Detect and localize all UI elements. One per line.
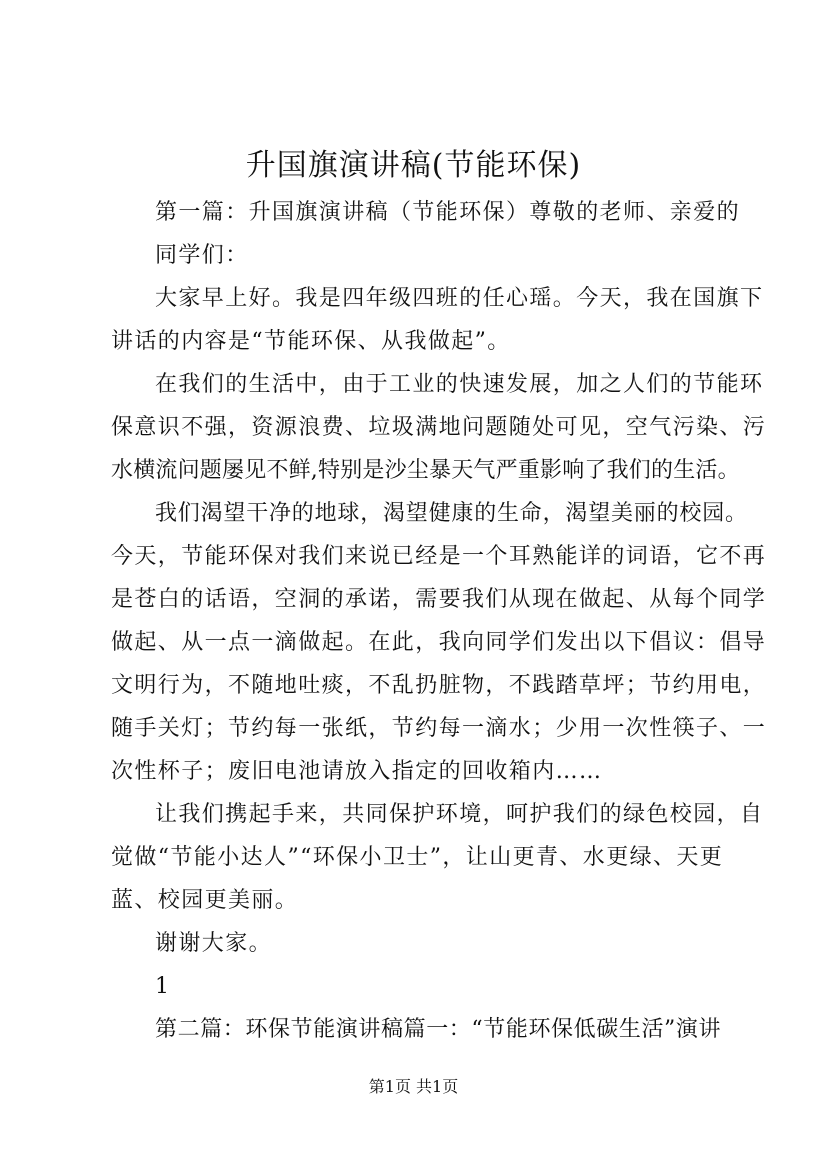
- page-footer: 第1页 共1页: [368, 1077, 459, 1096]
- body-line: 今天，节能环保对我们来说已经是一个耳熟能详的词语，它不再: [111, 544, 767, 569]
- body-line: 随手关灯；节约每一张纸，节约每一滴水；少用一次性筷子、一: [111, 716, 767, 741]
- body-line: 同学们：: [155, 243, 249, 268]
- body-line: 觉做“节能小达人”“环保小卫士”，让山更青、水更绿、天更: [111, 845, 724, 870]
- body-line: 保意识不强，资源浪费、垃圾满地问题随处可见，空气污染、污: [111, 415, 767, 440]
- body-line: 蓝、校园更美丽。: [111, 888, 299, 913]
- body-line: 大家早上好。我是四年级四班的任心瑶。今天，我在国旗下: [155, 286, 764, 311]
- document-title: 升国旗演讲稿(节能环保): [245, 148, 582, 183]
- body-line: 水横流问题屡见不鲜,特别是沙尘暴天气严重影响了我们的生活。: [111, 458, 740, 483]
- body-line: 次性杯子；废旧电池请放入指定的回收箱内……: [111, 759, 603, 784]
- body-line: 让我们携起手来，共同保护环境，呵护我们的绿色校园，自: [155, 802, 764, 827]
- body-line: 我们渴望干净的地球，渴望健康的生命，渴望美丽的校园。: [155, 501, 748, 526]
- body-line: 1: [155, 974, 171, 999]
- body-line: 第二篇：环保节能演讲稿篇一：“节能环保低碳生活”演讲: [155, 1017, 722, 1042]
- body-line: 是苍白的话语，空洞的承诺，需要我们从现在做起、从每个同学: [111, 587, 767, 612]
- body-line: 做起、从一点一滴做起。在此，我向同学们发出以下倡议：倡导: [111, 630, 767, 655]
- body-line: 讲话的内容是“节能环保、从我做起”。: [111, 329, 511, 354]
- body-line: 谢谢大家。: [155, 931, 273, 956]
- body-line: 文明行为，不随地吐痰，不乱扔脏物，不践踏草坪；节约用电，: [111, 673, 767, 698]
- body-line: 在我们的生活中，由于工业的快速发展，加之人们的节能环: [155, 372, 764, 397]
- body-line: 第一篇：升国旗演讲稿（节能环保）尊敬的老师、亲爱的: [155, 200, 741, 225]
